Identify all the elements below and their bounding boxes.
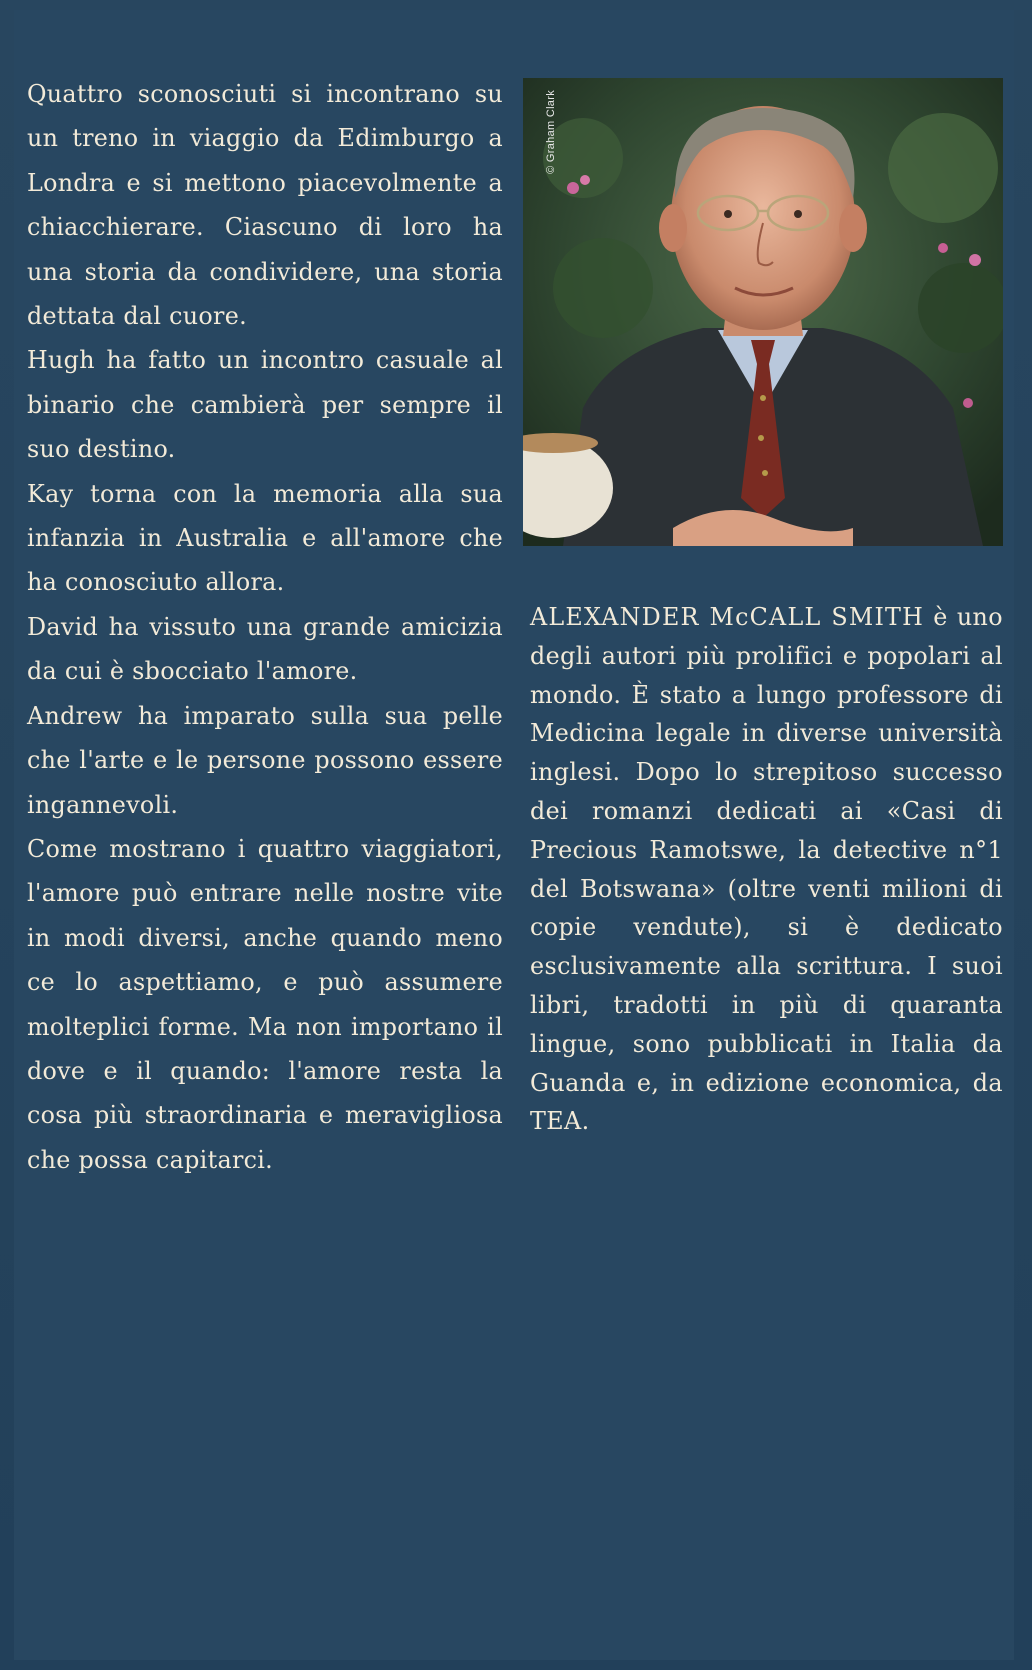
- blurb-paragraph: Kay torna con la memoria alla sua infanzia in Australia e all'amore che ha conosciuto allora.: [27, 479, 503, 597]
- author-bio: [530, 598, 1003, 1141]
- blurb-paragraph: Hugh ha fatto un incontro casuale al binario che cambierà per sempre il suo destino.: [27, 346, 503, 464]
- blurb-paragraph: Quattro sconosciuti si incontrano su un treno in viaggio da Edimburgo a Londra e si mettono piacevolmente a chiacchierare. Ciascuno di loro ha una storia da condividere, una storia dettata dal cuore.: [27, 80, 503, 331]
- blurb-column: [27, 72, 503, 1182]
- blurb-paragraph: Come mostrano i quattro viaggiatori, l'amore può entrare nelle nostre vite in modi diversi, anche quando meno ce lo aspettiamo, e può assumere molteplici forme. Ma non importano il dove e il quando: l'amore resta la cosa più straordinaria e meravigliosa che possa capitarci.: [27, 834, 503, 1174]
- author-photo: [523, 78, 1003, 546]
- author-name: ALEXANDER McCALL SMITH: [530, 603, 925, 631]
- photo-credit: © Graham Clark: [545, 90, 557, 174]
- author-bio-column: [530, 598, 1003, 1141]
- blurb-paragraph: David ha vissuto una grande amicizia da cui è sbocciato l'amore.: [27, 612, 503, 686]
- author-portrait-illustration: [523, 78, 1003, 546]
- author-bio-text: è uno degli autori più prolifici e popolari al mondo. È stato a lungo professore di Medicina legale in diverse università inglesi. Dopo lo strepitoso successo dei romanzi dedicati ai «Casi di Precious Ramotswe, la detective n°1 del Botswana» (oltre venti milioni di copie vendute), si è dedicato esclusivamente alla scrittura. I suoi libri, tradotti in più di quaranta lingue, sono pubblicati in Italia da Guanda e, in edizione economica, da TEA.: [530, 603, 1003, 1136]
- blurb-paragraph: Andrew ha imparato sulla sua pelle che l'arte e le persone possono essere ingannevoli.: [27, 701, 503, 819]
